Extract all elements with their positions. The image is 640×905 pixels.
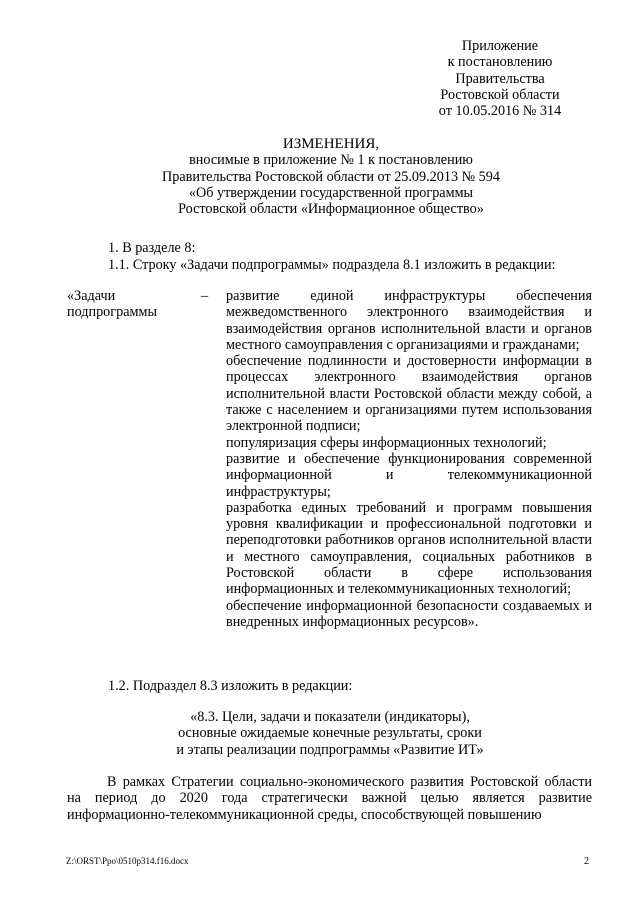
page-number: 2 <box>584 856 589 867</box>
task-item: разработка единых требований и программ повышения уровня квалификации и профессиональной подготовки и переподготовки работников органов исполнительной власти и местного самоуправления, социальных работников в Ростовской области в сфере использования информационных и телекоммуникационных технологий; <box>226 499 592 598</box>
approval-line: Правительства <box>455 70 545 87</box>
title-heading: ИЗМЕНЕНИЯ, <box>282 136 380 152</box>
approval-line: от 10.05.2016 № 314 <box>438 103 562 120</box>
tasks-label <box>67 288 187 321</box>
subsection-title-line: «8.3. Цели, задачи и показатели (индикаторы), <box>190 709 470 725</box>
document-title <box>100 136 562 217</box>
title-line: Ростовской области «Информационное общество» <box>178 201 484 218</box>
subsection-title <box>100 709 560 758</box>
subsection-title-line: основные ожидаемые конечные результаты, сроки <box>178 725 482 742</box>
task-item: развитие единой инфраструктуры обеспечения межведомственного электронного взаимодействия и взаимодействия органов исполнительной власти и органов местного самоуправления с организациями и гражданами; <box>226 288 592 353</box>
item-1: 1. В разделе 8: <box>108 240 196 256</box>
tasks-list <box>226 288 592 630</box>
task-item: популяризация сферы информационных технологий; <box>226 434 547 451</box>
subsection-title-line: и этапы реализации подпрограммы «Развитие ИТ» <box>176 741 484 758</box>
approval-line: Ростовской области <box>440 86 560 103</box>
task-item: развитие и обеспечение функционирования современной информационной и телекоммуникационной инфраструктуры; <box>226 450 592 500</box>
tasks-label-line: «Задачи <box>67 288 116 304</box>
body-paragraph: В рамках Стратегии социально-экономического развития Ростовской области на период до 2020 года стратегически важной целью является развитие информационно-телекоммуникационной среды, способствующей повышению <box>67 774 592 823</box>
title-line: вносимые в приложение № 1 к постановлению <box>189 152 473 169</box>
item-1-2: 1.2. Подраздел 8.3 изложить в редакции: <box>108 678 353 694</box>
footer-file-path: Z:\ORST\Ppo\0510p314.f16.docx <box>66 856 189 866</box>
tasks-dash: – <box>201 288 209 304</box>
title-line: «Об утверждении государственной программы <box>188 184 474 201</box>
approval-line: к постановлению <box>447 54 553 71</box>
approval-block <box>420 38 580 119</box>
tasks-label-line: подпрограммы <box>67 304 157 321</box>
task-item: обеспечение подлинности и достоверности информации в процессах электронного взаимодействия органов исполнительной власти Ростовской области между собой, а также с населением и организациями путем использования электронной подписи; <box>226 353 592 435</box>
approval-line: Приложение <box>461 38 539 54</box>
title-line: Правительства Ростовской области от 25.09.2013 № 594 <box>162 168 500 185</box>
item-1-1: 1.1. Строку «Задачи подпрограммы» подраздела 8.1 изложить в редакции: <box>108 257 556 273</box>
task-item: обеспечение информационной безопасности создаваемых и внедренных информационных ресурсов». <box>226 597 592 630</box>
